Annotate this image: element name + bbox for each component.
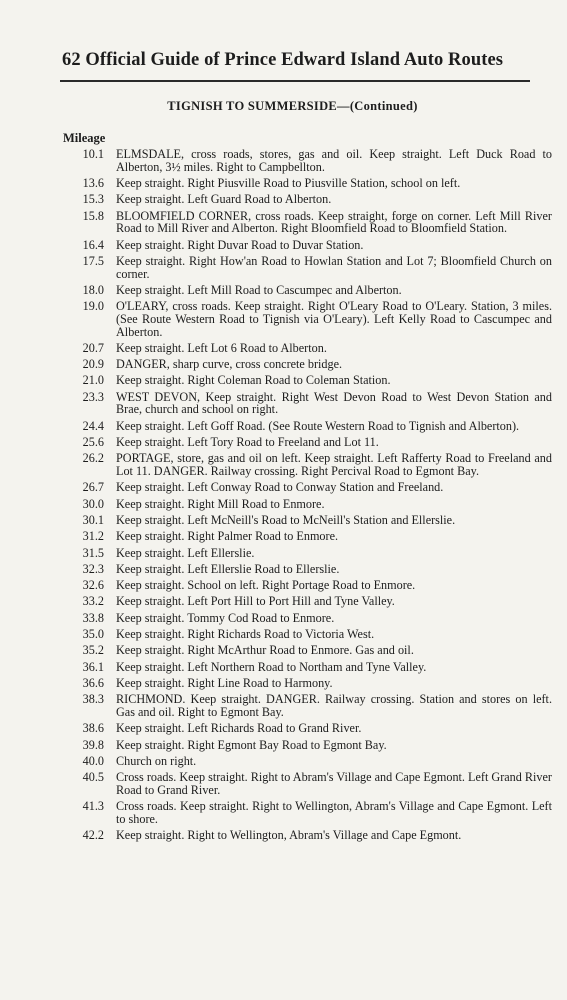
route-entry xyxy=(0,644,567,657)
route-entry xyxy=(0,661,567,674)
route-entry xyxy=(0,800,567,825)
route-entry xyxy=(0,547,567,560)
route-direction-text: Keep straight. Right Richards Road to Victoria West. xyxy=(116,627,375,642)
route-entry xyxy=(0,374,567,387)
route-direction-text: Keep straight. Left Richards Road to Grand River. xyxy=(116,721,362,736)
route-direction-text: Church on right. xyxy=(116,753,197,768)
route-entry xyxy=(0,739,567,752)
mileage-value: 40.0 xyxy=(82,753,104,768)
route-direction-text: Keep straight. Left Goff Road. (See Route Western Road to Tignish and Alberton). xyxy=(116,418,520,433)
route-direction-text: RICHMOND. Keep straight. DANGER. Railway crossing. Station and stores on left. Gas and oil. Right to Egmont Bay. xyxy=(116,692,552,719)
route-direction-text: Cross roads. Keep straight. Right to Wellington, Abram's Village and Cape Egmont. Left to shore. xyxy=(116,799,552,826)
route-direction-text: Keep straight. Right McArthur Road to Enmore. Gas and oil. xyxy=(116,643,414,658)
route-entry xyxy=(0,210,567,235)
mileage-value: 18.0 xyxy=(82,282,104,297)
mileage-value: 31.5 xyxy=(82,545,104,560)
mileage-value: 36.6 xyxy=(82,675,104,690)
route-entry xyxy=(0,628,567,641)
route-entry xyxy=(0,722,567,735)
route-entry xyxy=(0,755,567,768)
mileage-value: 42.2 xyxy=(82,828,104,843)
route-entry xyxy=(0,771,567,796)
mileage-value: 24.4 xyxy=(82,418,104,433)
route-entry xyxy=(0,677,567,690)
route-direction-text: Keep straight. Tommy Cod Road to Enmore. xyxy=(116,610,335,625)
mileage-value: 32.3 xyxy=(82,561,104,576)
route-entry xyxy=(0,436,567,449)
route-entry xyxy=(0,193,567,206)
route-direction-text: ELMSDALE, cross roads, stores, gas and oil. Keep straight. Left Duck Road to Alberton, 3½ miles. Right to Campbellton. xyxy=(116,147,552,174)
route-direction-text: Keep straight. School on left. Right Portage Road to Enmore. xyxy=(116,578,416,593)
mileage-value: 33.2 xyxy=(82,594,104,609)
route-entry xyxy=(0,148,567,173)
mileage-value: 40.5 xyxy=(82,770,104,785)
mileage-value: 13.6 xyxy=(82,176,104,190)
route-entry xyxy=(0,420,567,433)
route-entry xyxy=(0,255,567,280)
route-direction-text: Keep straight. Left Lot 6 Road to Alberton. xyxy=(116,340,327,355)
route-direction-text: Keep straight. Left Tory Road to Freeland and Lot 11. xyxy=(116,435,379,450)
route-direction-text: Keep straight. Right How'an Road to Howlan Station and Lot 7; Bloomfield Church on corner. xyxy=(116,253,552,281)
mileage-value: 23.3 xyxy=(82,389,104,404)
route-entry xyxy=(0,829,567,842)
route-direction-text: O'LEARY, cross roads. Keep straight. Right O'Leary Road to O'Leary. Station, 3 miles. (See Route Western Road to Tignish via O'Leary). Left Kelly Road to Cascumpec and Alberton. xyxy=(116,299,552,339)
route-entry xyxy=(0,300,567,338)
route-direction-text: Keep straight. Left Mill Road to Cascumpec and Alberton. xyxy=(116,282,402,297)
mileage-value: 26.2 xyxy=(82,451,104,466)
mileage-value: 35.0 xyxy=(82,627,104,642)
route-entry xyxy=(0,391,567,416)
route-direction-text: Keep straight. Right Egmont Bay Road to Egmont Bay. xyxy=(116,737,387,752)
route-entry xyxy=(0,358,567,371)
route-direction-text: Cross roads. Keep straight. Right to Abram's Village and Cape Egmont. Left Grand River Road to Grand River. xyxy=(116,770,552,797)
mileage-value: 10.1 xyxy=(82,147,104,161)
mileage-value: 15.8 xyxy=(82,208,104,223)
mileage-value: 21.0 xyxy=(82,373,104,388)
route-direction-text: WEST DEVON, Keep straight. Right West Devon Road to West Devon Station and Brae, church and school on right. xyxy=(116,389,552,417)
route-entries xyxy=(0,148,567,845)
mileage-value: 25.6 xyxy=(82,435,104,450)
route-entry xyxy=(0,514,567,527)
route-entry xyxy=(0,239,567,252)
mileage-value: 15.3 xyxy=(82,192,104,207)
mileage-value: 30.1 xyxy=(82,512,104,527)
mileage-value: 35.2 xyxy=(82,643,104,658)
mileage-value: 20.7 xyxy=(82,340,104,355)
route-direction-text: Keep straight. Left Port Hill to Port Hill and Tyne Valley. xyxy=(116,594,395,609)
mileage-value: 38.3 xyxy=(82,692,104,707)
route-entry xyxy=(0,342,567,355)
mileage-value: 31.2 xyxy=(82,529,104,544)
route-direction-text: Keep straight. Right Duvar Road to Duvar Station. xyxy=(116,237,364,252)
mileage-value: 20.9 xyxy=(82,357,104,372)
route-entry xyxy=(0,452,567,477)
route-direction-text: Keep straight. Right Line Road to Harmony. xyxy=(116,675,333,690)
mileage-value: 38.6 xyxy=(82,721,104,736)
header-rule xyxy=(60,80,530,82)
route-entry xyxy=(0,563,567,576)
route-direction-text: Keep straight. Left Ellerslie. xyxy=(116,545,255,560)
mileage-value: 33.8 xyxy=(82,610,104,625)
route-direction-text: Keep straight. Left Guard Road to Alberton. xyxy=(116,192,332,207)
mileage-column-label: Mileage xyxy=(63,131,106,145)
route-direction-text: BLOOMFIELD CORNER, cross roads. Keep straight, forge on corner. Left Mill River Road to Mill River and Alberton. Right Bloomfield Road to Bloomfield Station. xyxy=(116,208,552,236)
mileage-value: 36.1 xyxy=(82,659,104,674)
mileage-value: 41.3 xyxy=(82,799,104,814)
route-direction-text: DANGER, sharp curve, cross concrete bridge. xyxy=(116,357,343,372)
route-direction-text: Keep straight. Right Piusville Road to Piusville Station, school on left. xyxy=(116,176,461,190)
mileage-value: 30.0 xyxy=(82,496,104,511)
route-entry xyxy=(0,693,567,718)
section-title: TIGNISH TO SUMMERSIDE—(Continued) xyxy=(167,99,418,113)
mileage-value: 26.7 xyxy=(82,480,104,495)
route-entry xyxy=(0,579,567,592)
mileage-value: 19.0 xyxy=(82,299,104,314)
route-direction-text: Keep straight. Right Coleman Road to Coleman Station. xyxy=(116,373,391,388)
route-entry xyxy=(0,481,567,494)
mileage-value: 39.8 xyxy=(82,737,104,752)
route-direction-text: PORTAGE, store, gas and oil on left. Keep straight. Left Rafferty Road to Freeland and Lot 11. DANGER. Railway crossing. Right Percival Road to Egmont Bay. xyxy=(116,451,552,479)
route-direction-text: Keep straight. Left Ellerslie Road to Ellerslie. xyxy=(116,561,340,576)
route-direction-text: Keep straight. Right to Wellington, Abram's Village and Cape Egmont. xyxy=(116,828,462,843)
route-direction-text: Keep straight. Left Northern Road to Northam and Tyne Valley. xyxy=(116,659,427,674)
route-entry xyxy=(0,284,567,297)
route-entry xyxy=(0,177,567,190)
route-direction-text: Keep straight. Left Conway Road to Conway Station and Freeland. xyxy=(116,480,444,495)
route-entry xyxy=(0,530,567,543)
mileage-value: 16.4 xyxy=(82,237,104,252)
route-direction-text: Keep straight. Right Mill Road to Enmore. xyxy=(116,496,325,511)
route-entry xyxy=(0,595,567,608)
route-direction-text: Keep straight. Left McNeill's Road to McNeill's Station and Ellerslie. xyxy=(116,512,456,527)
page-header: 62 Official Guide of Prince Edward Island Auto Routes xyxy=(62,50,504,70)
route-entry xyxy=(0,612,567,625)
route-direction-text: Keep straight. Right Palmer Road to Enmore. xyxy=(116,529,339,544)
route-entry xyxy=(0,498,567,511)
mileage-value: 32.6 xyxy=(82,578,104,593)
mileage-value: 17.5 xyxy=(82,253,104,268)
